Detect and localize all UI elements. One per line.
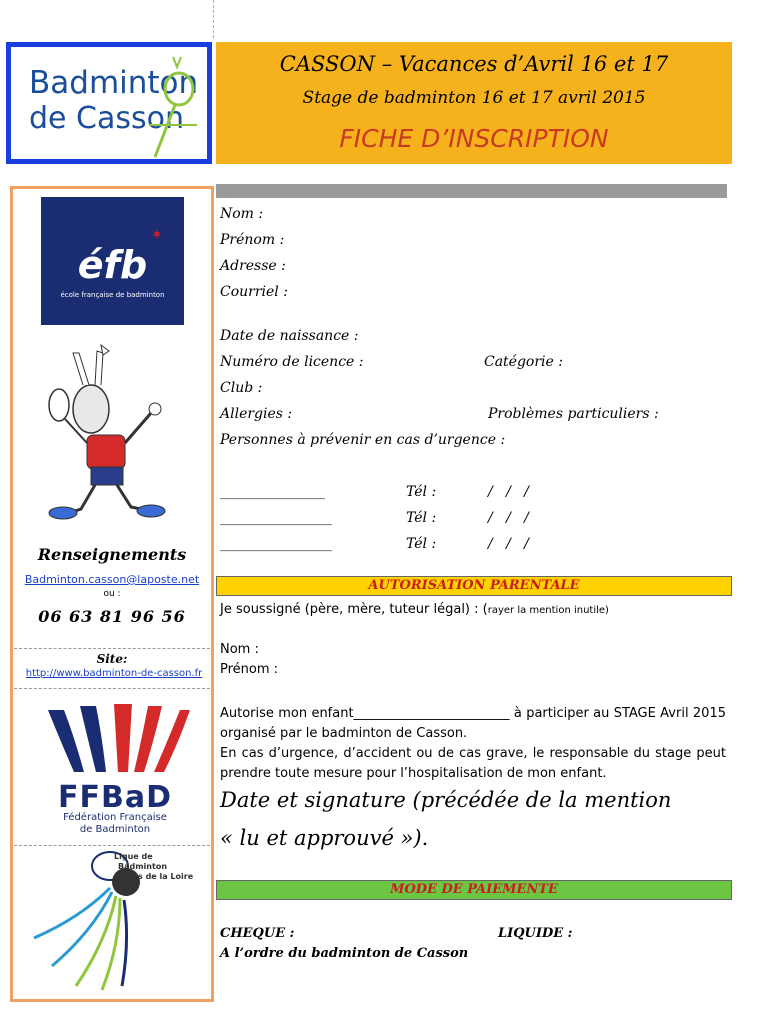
contact-slashes-3: / / / [488, 536, 529, 552]
auth-nom: Nom : [220, 642, 259, 657]
field-categorie: Catégorie : [484, 354, 563, 370]
ffbad-stripes-icon [44, 702, 194, 782]
soussigne-text: Je soussigné (père, mère, tuteur légal) : ( [220, 602, 488, 617]
field-licence: Numéro de licence : [220, 354, 364, 370]
ffbad-caption-1: Fédération Française [63, 812, 167, 823]
field-urgence: Personnes à prévenir en cas d’urgence : [220, 432, 506, 448]
signature-line-2: « lu et approuvé »). [220, 826, 429, 850]
badminton-casson-logo [6, 42, 212, 164]
contact-tel-3: Tél : [406, 536, 437, 552]
ligue-shuttlecock-icon [30, 846, 200, 996]
badminton-player-illustration [43, 339, 173, 524]
field-prenom: Prénom : [220, 232, 285, 248]
field-club: Club : [220, 380, 263, 396]
soussigne-note: rayer la mention inutile) [487, 605, 609, 616]
site-link[interactable]: http://www.badminton-de-casson.fr [25, 668, 203, 679]
paiement-bar: MODE DE PAIEMENTE [216, 880, 732, 900]
or-text: ou : [103, 589, 121, 599]
logo-line2: de Casson [29, 101, 184, 136]
ligue-line-3: Pays de la Loire [122, 872, 194, 881]
efb-logo-text: éfb [77, 243, 148, 287]
header-title: CASSON – Vacances d’Avril 16 et 17 [279, 52, 669, 76]
contact-slashes-1: / / / [488, 484, 529, 500]
autorisation-bar: AUTORISATION PARENTALE [216, 576, 732, 596]
auth-paragraph-2: En cas d’urgence, d’accident ou de cas grave, le responsable du stage peut prendre toute mesure pour l’hospitalisation de mon enfant. [220, 746, 726, 781]
paiement-liquide: LIQUIDE : [498, 926, 573, 941]
signature-line-1: Date et signature (précédée de la mention [220, 788, 672, 812]
ligue-line-1: Ligue de [114, 852, 153, 861]
racket-icon [147, 53, 207, 163]
logo-line1: Badminton [29, 65, 199, 101]
header-banner [216, 42, 732, 164]
ligue-line-2: Badminton [118, 862, 168, 871]
contact-phone: 06 63 81 96 56 [38, 607, 186, 626]
field-nom: Nom : [220, 206, 264, 222]
sidebar-divider-2 [14, 688, 210, 689]
contact-tel-1: Tél : [406, 484, 437, 500]
field-problemes: Problèmes particuliers : [488, 406, 659, 422]
site-label: Site: [96, 652, 128, 666]
field-courriel: Courriel : [220, 284, 288, 300]
grey-separator-bar [216, 184, 727, 198]
auth-prenom: Prénom : [220, 662, 279, 677]
contact-email[interactable]: Badminton.casson@laposte.net [24, 573, 200, 586]
top-dashed-divider [213, 0, 214, 38]
auth-paragraph-1: Autorise mon enfant________________________ à participer au STAGE Avril 2015 organisé par le badminton de Casson. [220, 706, 726, 741]
contact-line-3: ________________ [220, 536, 332, 552]
star-icon: ✶ [151, 227, 163, 243]
paiement-cheque: CHEQUE : [220, 926, 295, 941]
efb-logo [41, 197, 184, 325]
sidebar-divider-1 [14, 648, 210, 649]
form-title: FICHE D’INSCRIPTION [339, 124, 609, 153]
ffbad-logo-text: FFBaD [58, 780, 172, 815]
paiement-ordre: A l’ordre du badminton de Casson [220, 946, 469, 961]
field-allergies: Allergies : [220, 406, 293, 422]
soussigne-line [220, 602, 609, 617]
field-naissance: Date de naissance : [220, 328, 359, 344]
contact-line-1: _______________ [220, 484, 325, 500]
contact-tel-2: Tél : [406, 510, 437, 526]
field-adresse: Adresse : [220, 258, 286, 274]
ffbad-caption-2: de Badminton [79, 824, 151, 835]
header-subtitle: Stage de badminton 16 et 17 avril 2015 [302, 88, 646, 108]
info-title: Renseignements [37, 545, 187, 564]
contact-slashes-2: / / / [488, 510, 529, 526]
efb-caption: école française de badminton [60, 291, 165, 299]
contact-line-2: ________________ [220, 510, 332, 526]
